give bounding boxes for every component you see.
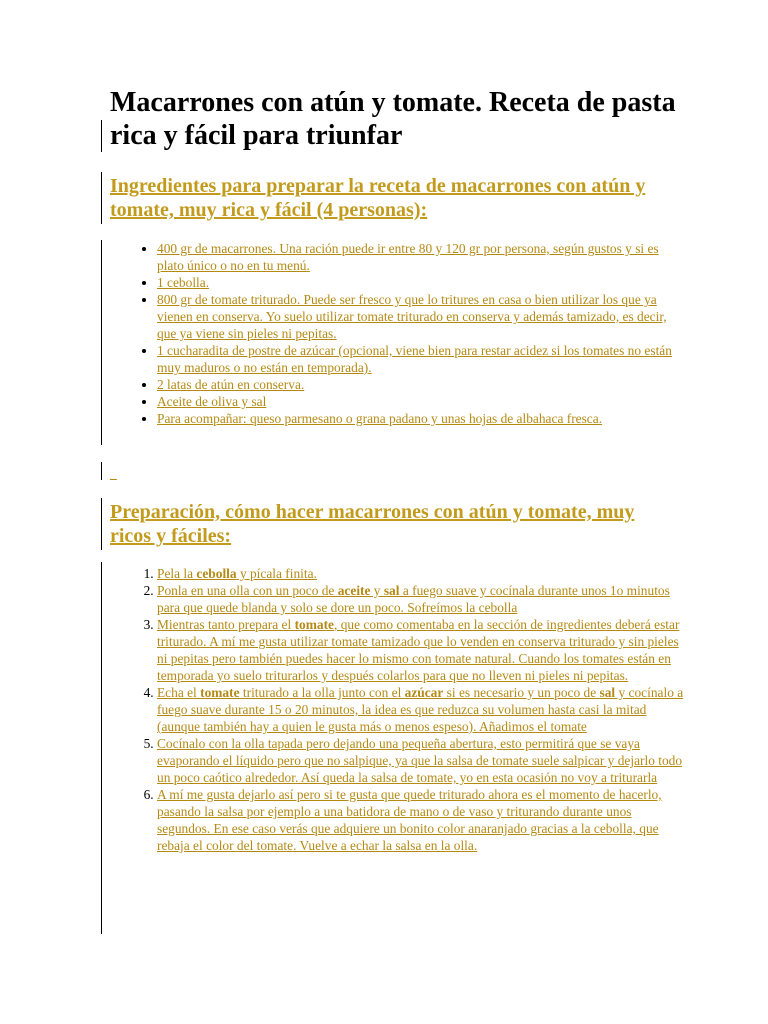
preparation-heading[interactable]	[110, 500, 670, 548]
step-item	[157, 616, 687, 684]
steps-list	[132, 565, 687, 854]
step-text: a fuego suave y cocínala durante unos 1o minutos para que quede blanda y solo se dore un poco. Sofreímos la cebolla	[157, 583, 670, 615]
list-item	[157, 393, 687, 410]
step-text: Cocínalo con la olla tapada pero dejando una pequeña abertura, esto permitirá que se vaya evaporando el líquido pero que no salpique, ya que la salsa de tomate suele salpicar y dejarlo todo un poco caótico alrededor. Así queda la salsa de tomate, yo en esta ocasión no voy a triturarla	[157, 736, 683, 785]
step-link[interactable]	[157, 617, 679, 683]
step-text: A mí me gusta dejarlo así pero si te gusta que quede triturado ahora es el momento de hacerlo, pasando la salsa por ejemplo a una batidora de mano o de vaso y triturando durante unos segundos. En ese caso verás que adquiere un bonito color anaranjado gracias a la cebolla, que rebaja el color del tomate. Vuelve a echar la salsa en la olla.	[157, 787, 662, 853]
step-text: Echa el	[157, 685, 201, 700]
step-item	[157, 565, 687, 582]
list-item	[157, 291, 687, 342]
empty-link[interactable]: _	[110, 466, 117, 481]
step-item	[157, 786, 687, 854]
margin-bar	[101, 462, 102, 480]
margin-bar	[101, 498, 102, 550]
step-link[interactable]	[157, 736, 682, 785]
step-bold-text: sal	[383, 583, 400, 598]
list-item	[157, 240, 687, 274]
ingredients-heading[interactable]	[110, 174, 670, 222]
step-text: y cocínalo a fuego suave durante 15 o 20 minutos, la idea es que reduzca su volumen hasta casi la mitad (aunque también hay a quien le gusta más o menos espeso). Añadimos el tomate	[157, 685, 684, 734]
step-bold-text: cebolla	[196, 566, 237, 581]
step-text: Ponla en una olla con un poco de	[157, 583, 338, 598]
margin-bar	[101, 240, 102, 445]
step-item	[157, 735, 687, 786]
step-text: , que como comentaba en la sección de ingredientes deberá estar triturado. A mí me gusta utilizar tomate tamizado que lo venden en conserva triturado y sin pieles ni pepitas pero también puedes hacer lo mismo con tomate natural. Cuando los tomates están en temporada yo suelo triturarlos y después colarlos para que no lleven ni pieles ni pepitas.	[157, 617, 680, 683]
ingredients-heading-link[interactable]: Ingredientes para preparar la receta de macarrones con atún y tomate, muy rica y fácil (4 personas):	[110, 175, 646, 221]
list-item	[157, 342, 687, 376]
step-text: triturado a la olla junto con el	[239, 685, 405, 700]
ingredient-link[interactable]: 1 cebolla.	[157, 275, 210, 290]
margin-bar	[101, 562, 102, 934]
ingredients-list	[132, 240, 687, 427]
list-item	[157, 274, 687, 291]
ingredient-link[interactable]: 800 gr de tomate triturado. Puede ser fresco y que lo tritures en casa o bien utilizar los que ya vienen en conserva. Yo suelo utilizar tomate triturado en conserva y además tamizado, es decir, que ya viene sin pieles ni pepitas.	[157, 292, 667, 341]
ingredient-link[interactable]: Para acompañar: queso parmesano o grana padano y unas hojas de albahaca fresca.	[157, 411, 603, 426]
step-text: Mientras tanto prepara el	[157, 617, 295, 632]
margin-bar	[101, 120, 102, 152]
list-item	[157, 376, 687, 393]
preparation-heading-link[interactable]: Preparación, cómo hacer macarrones con atún y tomate, muy ricos y fáciles:	[110, 501, 635, 547]
list-item	[157, 410, 687, 427]
step-item	[157, 684, 687, 735]
step-text: y	[370, 583, 384, 598]
step-bold-text: tomate	[200, 685, 240, 700]
step-bold-text: azúcar	[404, 685, 444, 700]
ingredient-link[interactable]: 1 cucharadita de postre de azúcar (opcional, viene bien para restar acidez si los tomates no están muy maduros o no están en temporada).	[157, 343, 672, 375]
step-link[interactable]	[157, 787, 662, 853]
step-bold-text: sal	[599, 685, 616, 700]
step-link[interactable]	[157, 583, 670, 615]
step-text: si es necesario y un poco de	[443, 685, 600, 700]
step-bold-text: tomate	[294, 617, 334, 632]
step-item	[157, 582, 687, 616]
step-bold-text: aceite	[337, 583, 371, 598]
step-text: Pela la	[157, 566, 197, 581]
margin-bar	[101, 172, 102, 224]
ingredient-link[interactable]: Aceite de oliva y sal	[157, 394, 267, 409]
step-text: y pícala finita.	[236, 566, 317, 581]
ingredient-link[interactable]: 2 latas de atún en conserva.	[157, 377, 305, 392]
step-link[interactable]	[157, 685, 683, 734]
step-link[interactable]	[157, 566, 317, 581]
ingredient-link[interactable]: 400 gr de macarrones. Una ración puede ir entre 80 y 120 gr por persona, según gustos y si es plato único o no en tu menú.	[157, 241, 659, 273]
page-title: Macarrones con atún y tomate. Receta de pasta rica y fácil para triunfar	[110, 87, 676, 151]
